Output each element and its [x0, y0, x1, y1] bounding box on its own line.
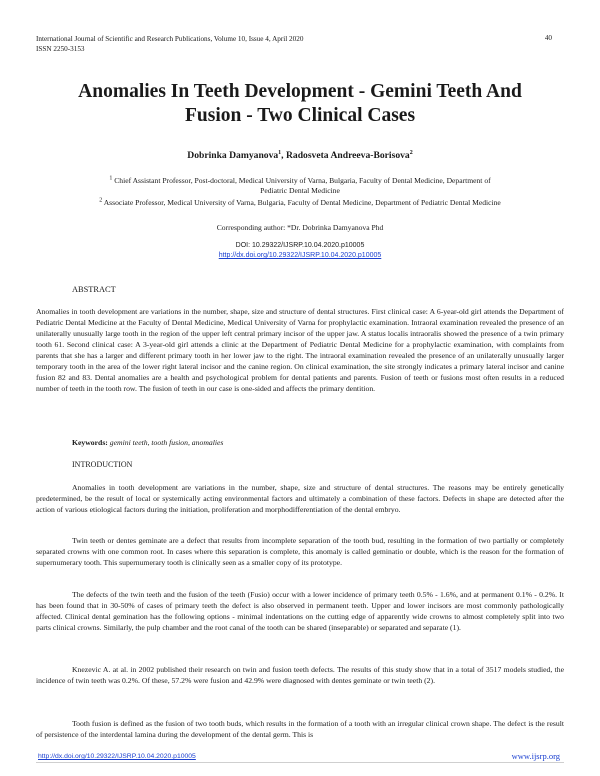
- abstract-heading: ABSTRACT: [72, 285, 116, 294]
- abstract-body: Anomalies in tooth development are variations in the number, shape, size and structure of dental structures. First clinical case: A 6-year-old girl attends the Department of Pediatric Dental Medicine at the Faculty of Dental Medicine, Medical University of Varna for prophylactic examination. Intraoral examination revealed the presence of an unilaterally unusually large tooth in the region of the upper left central primary incisor of the upper jaw. A status localis intraoralis showed the presence of a twin primary tooth 61. Second clinical case: A 3-year-old girl attends a clinic at the Department of Pediatric Dental Medicine for a prophylactic examination, with complaints from parents that she has a larger and different primary tooth in her lower jaw to the right. The intraoral examination revealed the presence of an unilaterally unusually larger temporary tooth in the area of the lower right lateral incisor and the canine region. On clinical examination, the site strongly indicates a primary lateral incisor and canine fusion 82 and 83. Dental anomalies are a health and psychological problem for dental patients and parents. Fusion of teeth or fusions most often results in a reduced number of teeth in the tooth row. The fusion of teeth in our case is one-sided and affects the primary dentition.: [36, 307, 564, 394]
- doi-text: DOI: 10.29322/IJSRP.10.04.2020.p10005: [235, 242, 365, 249]
- aff-2-sup: 2: [99, 197, 103, 204]
- doi-block: [36, 241, 564, 261]
- aff-1-line-2: Pediatric Dental Medicine: [260, 185, 340, 195]
- footer-site-link[interactable]: www.ijsrp.org: [511, 751, 560, 761]
- aff-1-sup: 1: [109, 175, 113, 182]
- title-line-2: Fusion - Two Clinical Cases: [184, 105, 416, 126]
- affiliation-2: [36, 198, 564, 208]
- author-1: Dobrinka Damyanova: [187, 150, 279, 161]
- intro-paragraph-2: Twin teeth or dentes geminate are a defect that results from incomplete separation of the tooth bud, resulting in the formation of two partially or completely separated crowns with one common root. In cases where this separation is complete, this anomaly is called geminatio or double, which is the reason for the formation of supernumerary tooth. This supernumerary tooth is clinically seen as a smaller copy of its prototype.: [36, 536, 564, 568]
- intro-paragraph-3: The defects of the twin teeth and the fusion of the teeth (Fusio) occur with a lower incidence of primary teeth 0.5% - 1.6%, and at permanent 0.1% - 0.2%. It has been found that in 30-50% of cases of primary teeth the defect is also observed in permanent teeth. Upper and lower incisors are most commonly pathologically affected. Clinical dental gemination has the following options - minimal indentations on the cutting edge of apparently wide crowns to almost completely split into two parts clinical crowns. Similarly, the pulp chamber and the root canal of the tooth can be shared (inseparable) or separated and separate (1).: [36, 590, 564, 633]
- author-1-sup: 1: [278, 149, 282, 156]
- journal-header: [36, 34, 303, 54]
- author-2: Radosveta Andreeva-Borisova: [285, 150, 410, 161]
- author-2-sup: 2: [409, 149, 413, 156]
- keywords-value: gemini teeth, tooth fusion, anomalies: [107, 438, 224, 447]
- corresponding-author: Corresponding author: *Dr. Dobrinka Damyanova Phd: [216, 223, 384, 232]
- author-separator: ,: [281, 150, 286, 161]
- keywords: [72, 438, 223, 447]
- footer-divider: [36, 762, 564, 763]
- title-line-1: Anomalies In Teeth Development - Gemini Teeth And: [78, 81, 522, 102]
- doi-link[interactable]: http://dx.doi.org/10.29322/IJSRP.10.04.2020.p10005: [218, 252, 382, 259]
- aff-1-line-1: Chief Assistant Professor, Post-doctoral, Medical University of Varna, Bulgaria, Faculty of Dental Medicine, Department of: [112, 176, 491, 185]
- intro-paragraph-5: Tooth fusion is defined as the fusion of two tooth buds, which results in the formation of a tooth with an irregular clinical crown shape. The defect is the result of persistence of the interdental lamina during the development of the dental germ. This is: [36, 719, 564, 740]
- aff-2-text: Associate Professor, Medical University of Varna, Bulgaria, Faculty of Dental Medicine, Department of Pediatric Dental Medicine: [102, 198, 501, 207]
- keywords-label: Keywords:: [72, 438, 108, 447]
- introduction-heading: INTRODUCTION: [72, 460, 133, 469]
- journal-name: International Journal of Scientific and Research Publications, Volume 10, Issue 4, April 2020: [36, 35, 304, 43]
- intro-paragraph-4: Knezevic A. at al. in 2002 published their research on twin and fusion teeth defects. The results of this study show that in a total of 3517 models studied, the incidence of twin teeth was 0.2%. Of these, 57.2% were fusion and 42.9% were diagnosed with dentes geminate or twin teeth (2).: [36, 665, 564, 686]
- affiliation-1: [36, 176, 564, 195]
- issn: ISSN 2250-3153: [36, 45, 85, 53]
- page-number: 40: [544, 34, 552, 42]
- intro-paragraph-1: Anomalies in tooth development are variations in the number, shape, size and structure of dental structures. The reasons may be entirely genetically predetermined, be the result of local or systemically acting environmental factors and ultimately a combination of these factors. Defects in shape are detected after the action of various etiological factors during the initiation, proliferation and morphodifferentiation of the dental embryo.: [36, 483, 564, 515]
- paper-title: [40, 80, 560, 128]
- authors: [40, 150, 560, 161]
- footer-doi-link[interactable]: http://dx.doi.org/10.29322/IJSRP.10.04.2020.p10005: [38, 753, 196, 760]
